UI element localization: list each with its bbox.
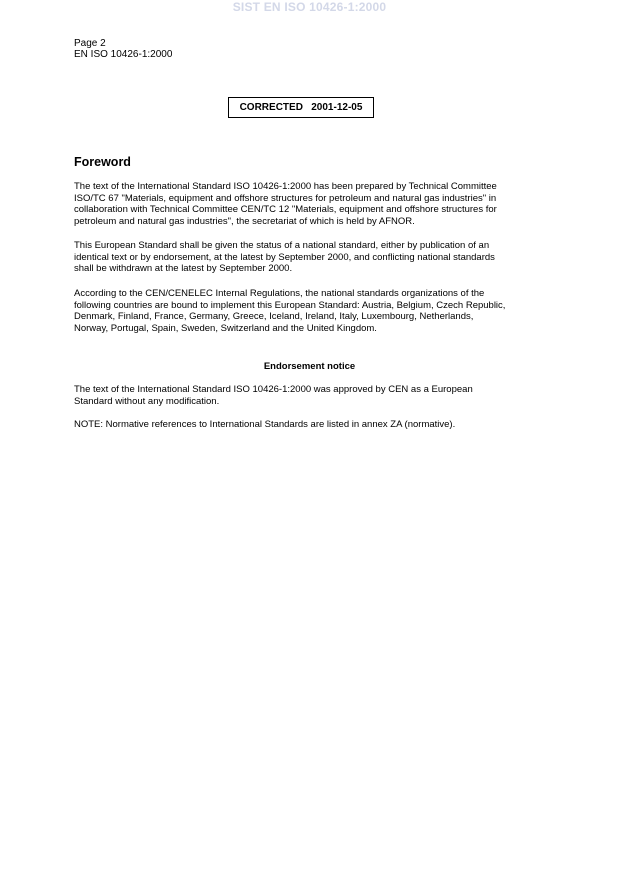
foreword-paragraph-2 bbox=[74, 240, 554, 275]
text-line: Denmark, Finland, France, Germany, Greece, Iceland, Ireland, Italy, Luxembourg, Netherlands, bbox=[74, 311, 474, 322]
text-line: NOTE: Normative references to International Standards are listed in annex ZA (normative). bbox=[74, 419, 456, 430]
foreword-paragraph-3 bbox=[74, 288, 554, 334]
watermark: SIST EN ISO 10426-1:2000 bbox=[232, 0, 387, 14]
text-line: ISO/TC 67 "Materials, equipment and offshore structures for petroleum and natural gas industries" in bbox=[74, 192, 497, 204]
foreword-heading: Foreword bbox=[74, 155, 131, 169]
text-line: The text of the International Standard ISO 10426-1:2000 has been prepared by Technical Committee bbox=[74, 181, 497, 192]
foreword-paragraph-1 bbox=[74, 181, 554, 227]
text-line: Norway, Portugal, Spain, Sweden, Switzerland and the United Kingdom. bbox=[74, 322, 377, 334]
text-line: According to the CEN/CENELEC Internal Regulations, the national standards organizations of the bbox=[74, 288, 485, 299]
page-header bbox=[74, 38, 172, 60]
corrected-stamp: CORRECTED 2001-12-05 bbox=[228, 97, 374, 118]
text-line: This European Standard shall be given the status of a national standard, either by publication of an bbox=[74, 240, 490, 251]
text-line: petroleum and natural gas industries", the secretariat of which is held by AFNOR. bbox=[74, 215, 415, 227]
normative-note bbox=[74, 419, 554, 431]
text-line: The text of the International Standard ISO 10426-1:2000 was approved by CEN as a European bbox=[74, 384, 473, 395]
text-line: Standard without any modification. bbox=[74, 395, 220, 407]
page-number: Page 2 bbox=[74, 38, 106, 49]
document-id: EN ISO 10426-1:2000 bbox=[74, 49, 173, 60]
endorsement-heading: Endorsement notice bbox=[263, 361, 356, 372]
text-line: shall be withdrawn at the latest by September 2000. bbox=[74, 263, 293, 274]
text-line: identical text or by endorsement, at the latest by September 2000, and conflicting national standards bbox=[74, 251, 495, 263]
endorsement-paragraph bbox=[74, 384, 554, 407]
text-line: following countries are bound to implement this European Standard: Austria, Belgium, Czech Republic, bbox=[74, 299, 506, 311]
text-line: collaboration with Technical Committee CEN/TC 12 "Materials, equipment and offshore structures for bbox=[74, 204, 497, 215]
